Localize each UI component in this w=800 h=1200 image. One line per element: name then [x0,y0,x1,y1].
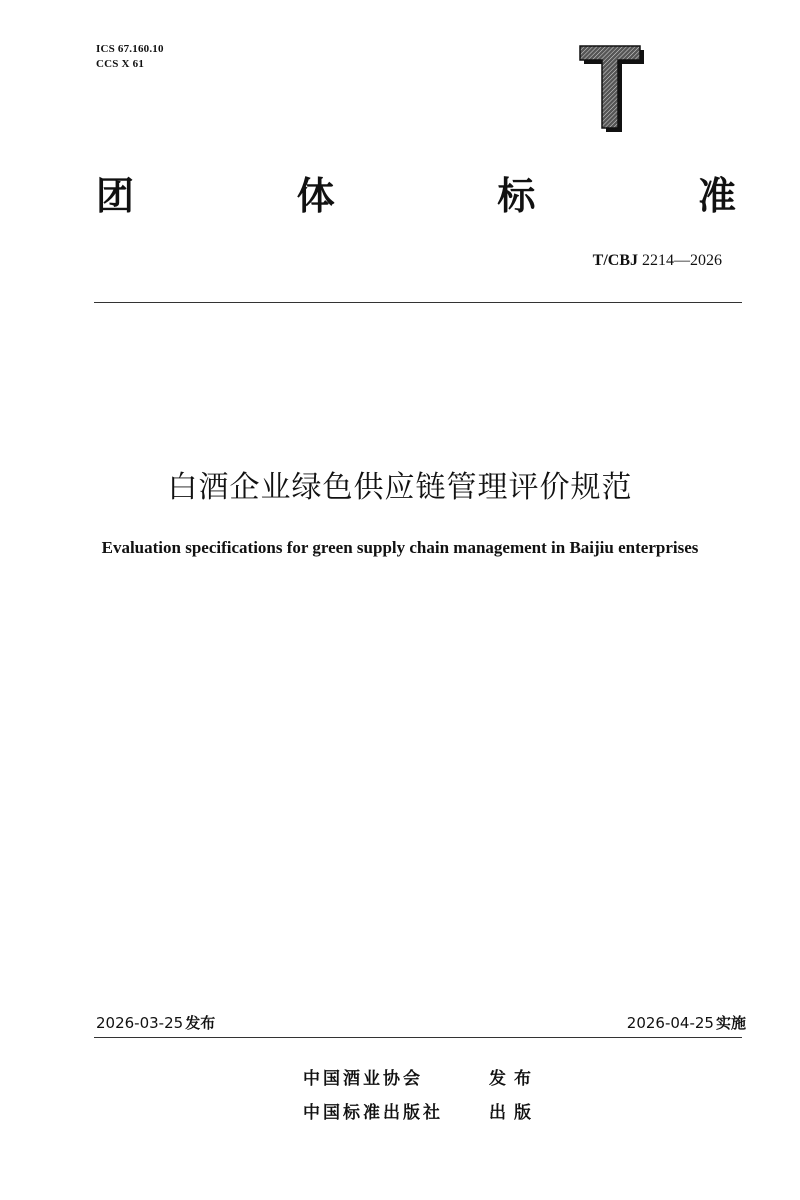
standard-number [593,252,722,270]
standard-type-char: 准 [697,174,736,218]
organization-role: 发布 [489,1069,539,1089]
standard-type-char: 标 [497,174,536,218]
organization-row [303,1096,539,1130]
ics-code: ICS 67.160.10 [96,43,164,55]
ccs-code: CCS X 61 [96,58,145,70]
document-title-chinese: 白酒企业绿色供应链管理评价规范 [167,470,633,505]
standard-type-heading [96,168,736,228]
issue-date-value: 2026-03-25 [96,1014,184,1032]
standard-number-value: 2214—2026 [642,252,722,269]
issue-date-label: 发布 [185,1014,216,1032]
standard-type-char: 团 [96,174,135,218]
group-standard-t-logo-icon [578,44,646,132]
standard-number-prefix: T/CBJ [592,252,638,269]
implementation-date-value: 2026-04-25 [626,1014,714,1032]
organization-name: 中国酒业协会 [303,1069,423,1089]
header-divider [94,302,742,303]
organization-role: 出版 [489,1103,539,1123]
organizations [303,1062,539,1130]
issue-date [96,1012,215,1033]
implementation-date [627,1012,746,1033]
organization-row [303,1062,539,1096]
footer-divider [94,1037,742,1038]
organization-name: 中国标准出版社 [303,1103,443,1123]
implementation-date-label: 实施 [715,1014,746,1032]
classification-codes [96,42,164,72]
standard-type-char: 体 [296,174,335,218]
document-title-english: Evaluation specifications for green supply chain management in Baijiu enterprises [101,538,699,557]
